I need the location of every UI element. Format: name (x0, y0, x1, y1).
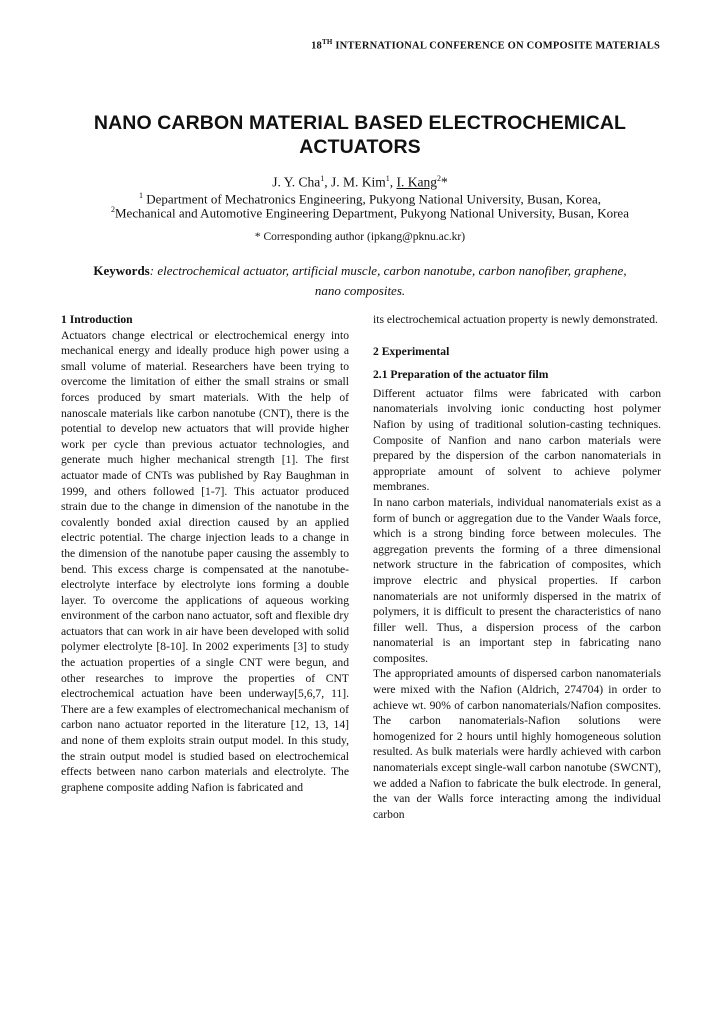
author-3-affil: 2 (437, 174, 442, 183)
affiliation-2-text: Mechanical and Automotive Engineering Department, Pukyong National University, Busan, Korea (115, 205, 629, 221)
keywords (90, 261, 630, 301)
author-3: I. Kang (396, 174, 438, 190)
paragraph-3: The appropriated amounts of dispersed carbon nanomaterials were mixed with the Nafion (Aldrich, 274704) in order to achieve wt. 90% of carbon nanomaterials/Nafion composites. The carbon nanomaterials-Nafion solutions were homogenized for 2 hours until highly homogeneous solution resulted. As bulk materials were hardly achieved with carbon nanomaterials except single-wall carbon nanotube (SWCNT), we added a Nafion to fabricate the bulk electrode. In general, the van der Walls force interacting among the individual carbon (373, 667, 661, 821)
author-2: , J. M. Kim (324, 174, 386, 190)
introduction-body: Actuators change electrical or electrochemical energy into mechanical energy and ideally produce high power using a small volume of material. Researchers have been trying to overcome the limitation of either the small strains or small forces produced by smart materials. With the help of nanoscale materials like carbon nanotube (CNT), there is the potential to develop new actuators that will provide higher work per cycle than previous actuator technologies, and generate much higher mechanical strength [1]. The first actuator made of CNTs was published by Ray Baughman in 1999, and others followed [1-7]. This actuator produced strain due to the change in dimension of the nanotube in the covalently bonded axial direction caused by an applied electric potential. The charge injection leads to a change in the dimension of the nanotube paper causing the assembly to bend. This excess charge is compensated at the nanotube-electrolyte interface by electrolyte ions forming a double layer. To overcome the applications of aqueous working environment of the carbon nano actuator, soft and flexible dry actuators that can work in air have been developed with solid polymer electrolyte [8-10]. In 2002 experiments [3] to study the actuation properties of a single CNT were begun, and other researches to improve the properties of CNT electrochemical actuation have been underway[5,6,7, 11]. There are a few examples of electromechanical mechanism of carbon nano actuator reported in the literature [12, 13, 14] and none of them exploits strain output model. In this study, the strain output model is studied based on electrochemical effects between nano carbon materials and electrolyte. The graphene composite adding Nafion is fabricated and (61, 328, 349, 794)
author-1: J. Y. Cha (272, 174, 321, 190)
left-column (61, 312, 349, 795)
conf-name: INTERNATIONAL CONFERENCE ON COMPOSITE MATERIALS (332, 40, 660, 52)
spacer (373, 328, 661, 344)
affiliation-2-number: 2 (111, 205, 115, 214)
affiliation-2 (100, 203, 640, 219)
paragraph-2: In nano carbon materials, individual nanomaterials exist as a form of bunch or aggregation due to the Vander Waals force, which is a strong binding force between molecules. The aggregation prevents the forming of a three dimensional network structure in the fabrication of composites, which improve electric and physical properties. If carbon nanomaterials are not uniformly dispersed in the matrix of polymers, it is difficult to present the characteristics of nano filler well. Thus, a dispersion process of the carbon nanomaterial is an important step in fabricating nano composites. (373, 495, 661, 665)
affiliation-1-number: 1 (138, 191, 143, 200)
conf-number: 18 (311, 40, 323, 52)
corresponding-author: * Corresponding author (ipkang@pknu.ac.kr) (254, 231, 466, 243)
right-column (373, 312, 661, 822)
section-heading-introduction: 1 Introduction (61, 313, 133, 326)
paper-title: NANO CARBON MATERIAL BASED ELECTROCHEMICAL ACTUATORS (93, 112, 627, 158)
author-1-affil: 1 (320, 174, 325, 183)
running-header (311, 38, 660, 52)
conf-superscript: TH (322, 38, 333, 46)
corresponding-mark: * (441, 174, 448, 190)
subsection-heading-preparation: 2.1 Preparation of the actuator film (373, 368, 549, 382)
paragraph-1: Different actuator films were fabricated with carbon nanomaterials involving ionic conducting host polymer Nafion by using of traditional solution-casting techniques. Composite of Nanfion and nano carbon materials were prepared by the dispersion of the carbon nanomaterials in appropriate amount of solvent to achieve polymer membranes. (373, 386, 661, 494)
affiliation-1-text: Department of Mechatronics Engineering, Pukyong National University, Busan, Korea, (142, 191, 601, 207)
introduction-continuation: its electrochemical actuation property is newly demonstrated. (373, 313, 658, 326)
author-list: J. Y. Cha$^1$, J. M. Kim$^1$, I. Kang$^2$* (272, 174, 448, 190)
author-2-affil: 1 (385, 174, 390, 183)
keywords-text: : electrochemical actuator, artificial muscle, carbon nanotube, carbon nanofiber, graphene, nano composites. (149, 263, 627, 298)
section-heading-experimental: 2 Experimental (373, 344, 450, 358)
spacer (373, 359, 661, 367)
keywords-label: Keywords (93, 263, 150, 278)
